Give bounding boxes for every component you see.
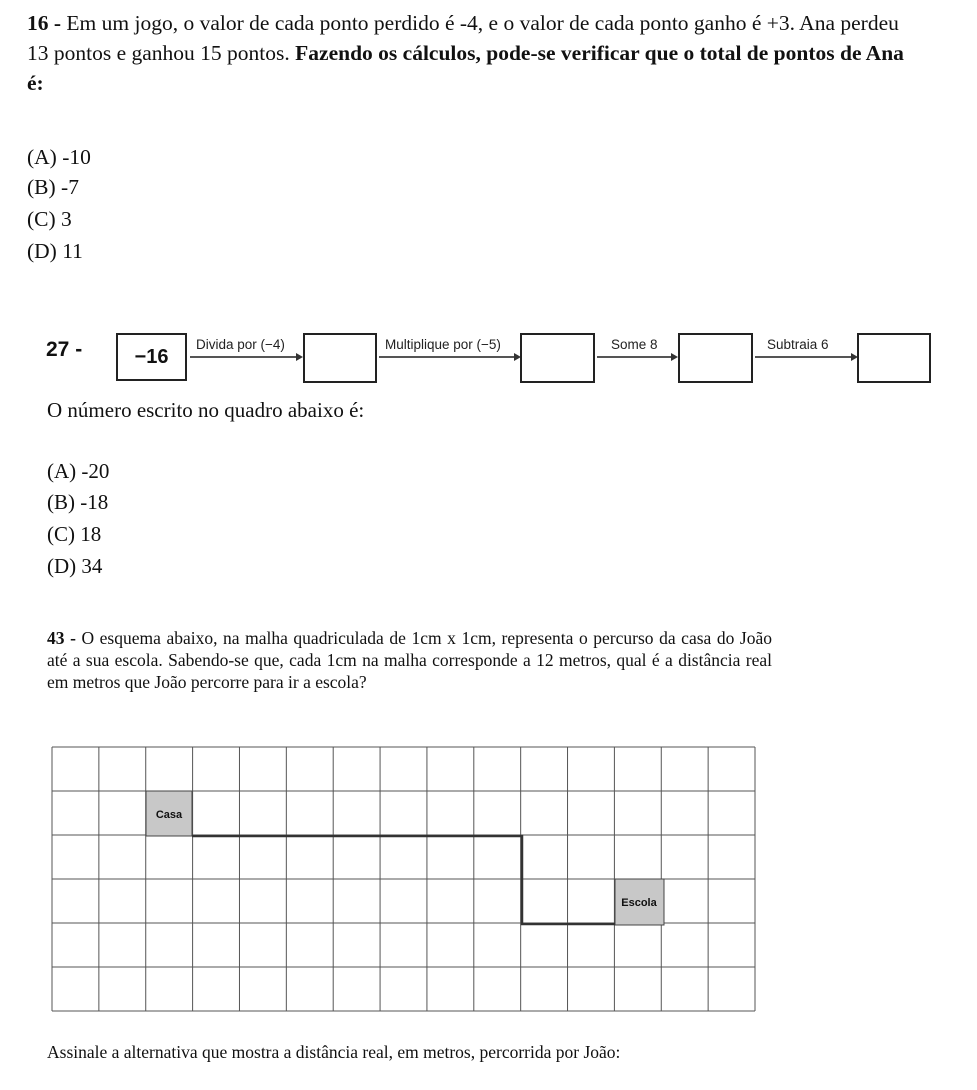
answer-box-2 — [520, 333, 595, 383]
question-27-option-c: (C) 18 — [47, 522, 102, 546]
arrow-line-2 — [379, 356, 514, 358]
operation-divide-label: Divida por (−4) — [196, 337, 285, 352]
question-27-option-b: (B) -18 — [47, 490, 109, 514]
escola-label: Escola — [621, 897, 657, 909]
question-16-statement — [27, 8, 907, 98]
arrow-line-1 — [190, 356, 296, 358]
start-value-box — [116, 333, 187, 381]
question-27-text: O número escrito no quadro abaixo é: — [47, 398, 365, 422]
arrow-right-icon — [671, 353, 678, 361]
answer-box-3 — [678, 333, 753, 383]
operation-subtract-label: Subtraia 6 — [767, 337, 829, 352]
question-43-instruction: Assinale a alternativa que mostra a distância real, em metros, percorrida por João: — [47, 1042, 621, 1062]
question-16-text: Em um jogo, o valor de cada ponto perdido é -4, e o valor de cada ponto ganho é +3. Ana perdeu 13 pontos e ganhou 15 pontos. — [27, 11, 899, 65]
question-16-number: 16 - — [27, 11, 62, 35]
question-43-statement — [47, 627, 772, 693]
question-43-text: O esquema abaixo, na malha quadriculada de 1cm x 1cm, representa o percurso da casa do João até a sua escola. Sabendo-se que, cada 1cm na malha corresponde a 12 metros, qual é a distância real em metros que João percorre para ir a escola? — [47, 628, 772, 692]
question-16-option-d: (D) 11 — [27, 239, 83, 263]
question-27-number: 27 - — [46, 338, 83, 361]
casa-label: Casa — [155, 809, 183, 821]
start-value: −16 — [134, 345, 169, 368]
question-16-option-c: (C) 3 — [27, 207, 72, 231]
route-grid — [45, 744, 765, 1016]
operation-add-label: Some 8 — [611, 337, 658, 352]
answer-box-final — [857, 333, 931, 383]
question-43-number: 43 - — [47, 628, 76, 648]
question-16-bold-text: Fazendo os cálculos, pode-se verificar que o total de pontos de Ana é: — [27, 41, 904, 95]
question-16-option-a: (A) -10 — [27, 145, 91, 169]
arrow-right-icon — [296, 353, 303, 361]
arrow-line-3 — [597, 356, 671, 358]
question-27-option-d: (D) 34 — [47, 554, 103, 578]
route-path — [192, 836, 615, 924]
question-16-option-b: (B) -7 — [27, 175, 79, 199]
operation-multiply-label: Multiplique por (−5) — [385, 337, 501, 352]
question-27-option-a: (A) -20 — [47, 459, 110, 483]
answer-box-1 — [303, 333, 377, 383]
arrow-line-4 — [755, 356, 851, 358]
